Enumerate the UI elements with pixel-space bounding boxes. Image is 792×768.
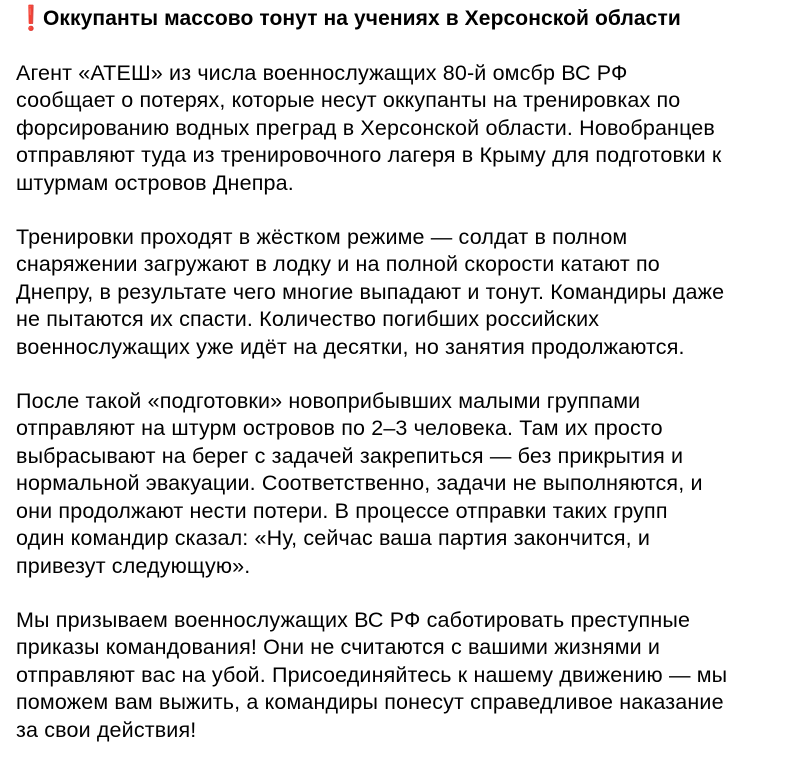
post-paragraph <box>16 607 778 744</box>
paragraph-line: Агент «АТЕШ» из числа военнослужащих 80-й омсбр ВС РФ <box>16 61 628 85</box>
paragraph-line: военнослужащих уже идёт на десятки, но занятия продолжаются. <box>16 334 685 359</box>
post-body <box>16 60 778 744</box>
paragraph-line: приказы командования! Они не считаются с вашими жизнями и <box>16 635 661 660</box>
paragraph-line: за свои действия! <box>16 717 197 742</box>
post-title-row <box>16 4 778 34</box>
exclamation-icon: ❗ <box>16 5 46 32</box>
paragraph-line: один командир сказал: «Ну, сейчас ваша партия закончится, и <box>16 526 651 551</box>
post-paragraph <box>16 388 778 580</box>
paragraph-line: Мы призываем военнослужащих ВС РФ саботировать преступные <box>16 607 691 632</box>
paragraph-line: отправляют вас на убой. Присоединяйтесь к нашему движению — мы <box>16 662 728 687</box>
paragraph-line: Днепру, в результате чего многие выпадают и тонут. Командиры даже <box>16 279 725 304</box>
paragraph-line: поможем вам выжить, а командиры понесут справедливое наказание <box>16 690 724 715</box>
paragraph-line: выбрасывают на берег с задачей закрепиться — без прикрытия и <box>16 443 684 468</box>
paragraph-line: нормальной эвакуации. Соответственно, задачи не выполняются, и <box>16 471 703 496</box>
post-title: Оккупанты массово тонут на учениях в Херсонской области <box>43 7 681 30</box>
paragraph-line: После такой «подготовки» новоприбывших малыми группами <box>16 389 641 414</box>
paragraph-line: отправляют туда из тренировочного лагеря в Крыму для подготовки к <box>16 143 722 168</box>
paragraph-line: сообщает о потерях, которые несут оккупанты на тренировках по <box>16 88 681 113</box>
paragraph-line: форсированию водных преград в Херсонской области. Новобранцев <box>16 115 715 140</box>
paragraph-line: штурмам островов Днепра. <box>16 170 294 195</box>
post-paragraph <box>16 224 778 361</box>
paragraph-line: не пытаются их спасти. Количество погибших российских <box>16 307 600 332</box>
paragraph-line: снаряжении загружают в лодку и на полной скорости катают по <box>16 252 660 277</box>
paragraph-line: они продолжают нести потери. В процессе отправки таких групп <box>16 498 668 523</box>
paragraph-line: Тренировки проходят в жёстком режиме — солдат в полном <box>16 225 628 250</box>
paragraph-line: отправляют на штурм островов по 2–3 человека. Там их просто <box>16 416 663 441</box>
post-paragraph <box>16 60 778 197</box>
paragraph-line: привезут следующую». <box>16 553 251 578</box>
